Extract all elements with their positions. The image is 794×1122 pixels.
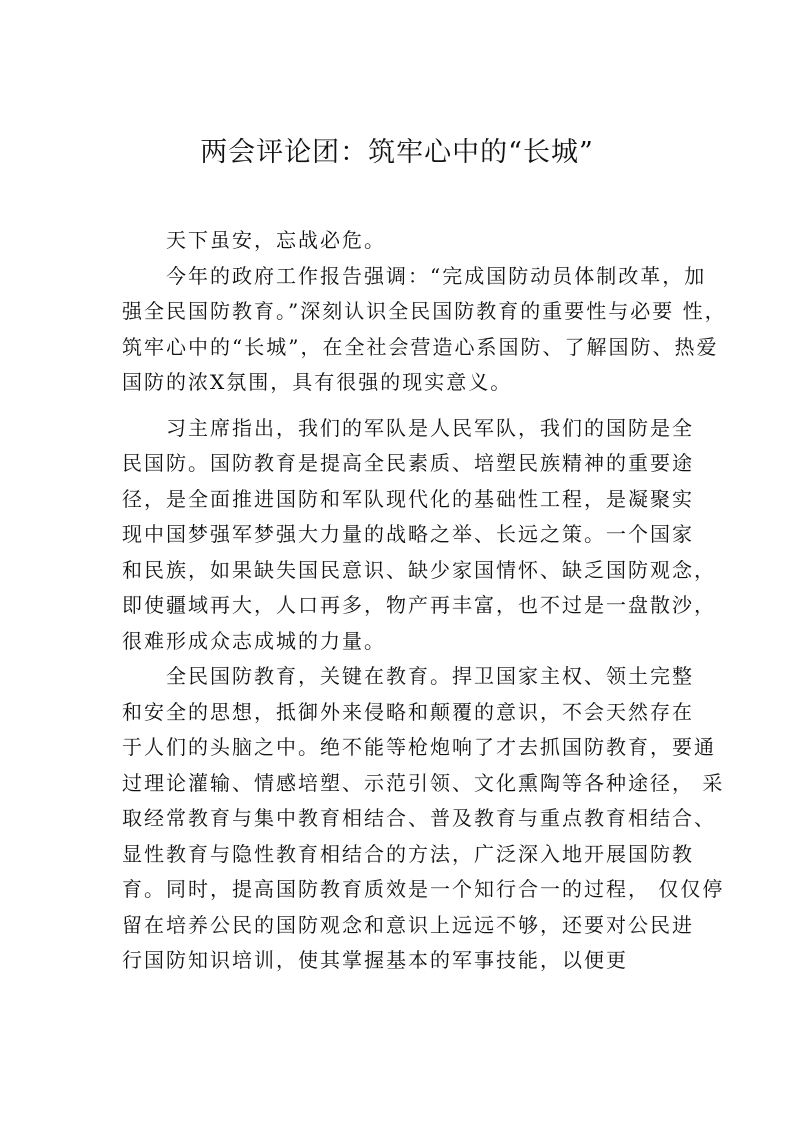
text-line: 留在培养公民的国防观念和意识上远远不够，还要对公民进 — [122, 912, 694, 937]
article-title: 两会评论团：筑牢心中的“长城” — [200, 137, 594, 168]
text-line: 显性教育与隐性教育相结合的方法，广泛深入地开展国防教 — [122, 841, 694, 866]
text-line: 和安全的思想，抵御外来侵略和颠覆的意识，不会天然存在 — [122, 699, 694, 724]
text-line: 民国防。国防教育是提高全民素质、培塑民族精神的重要途 — [122, 451, 694, 475]
text-line: 国防的浓X氛围，具有很强的现实意义。 — [122, 370, 513, 394]
paragraph — [122, 411, 716, 660]
paragraph-spacer — [122, 401, 692, 411]
text-line: 行国防知识培训，使其掌握基本的军事技能，以便更 — [122, 948, 628, 972]
paragraph — [122, 659, 725, 979]
text-line: 于人们的头脑之中。绝不能等枪炮响了才去抓国防教育，要通 — [122, 735, 716, 759]
text-line: 和民族，如果缺失国民意识、缺少家国情怀、缺乏国防观念， — [122, 557, 716, 582]
text-line: 强全民国防教育。”深刻认识全民国防教育的重要性与必要 性， — [122, 299, 727, 323]
paragraph — [122, 223, 692, 259]
text-line: 筑牢心中的“长城”，在全社会营造心系国防、了解国防、热爱 — [122, 334, 719, 359]
text-line: 即使疆域再大，人口再多，物产再丰富，也不过是一盘散沙， — [122, 593, 716, 617]
text-line: 径，是全面推进国防和军队现代化的基础性工程，是凝聚实 — [122, 486, 694, 511]
text-line: 过理论灌输、情感培塑、示范引领、文化熏陶等各种途径， 采 — [122, 770, 725, 795]
text-line: 育。同时，提高国防教育质效是一个知行合一的过程， 仅仅停 — [122, 877, 725, 901]
text-line: 今年的政府工作报告强调：“完成国防动员体制改革，加 — [166, 263, 707, 288]
text-line: 很难形成众志成城的力量。 — [122, 628, 386, 653]
text-line: 现中国梦强军梦强大力量的战略之举、长远之策。一个国家 — [122, 522, 694, 546]
paragraph — [122, 259, 727, 401]
text-line: 取经常教育与集中教育相结合、普及教育与重点教育相结合、 — [122, 806, 716, 830]
text-line: 全民国防教育，关键在教育。捍卫国家主权、领土完整 — [166, 664, 694, 688]
article-body — [122, 223, 727, 979]
text-line: 天下虽安，忘战必危。 — [166, 228, 386, 252]
text-line: 习主席指出，我们的军队是人民军队，我们的国防是全 — [166, 415, 694, 440]
